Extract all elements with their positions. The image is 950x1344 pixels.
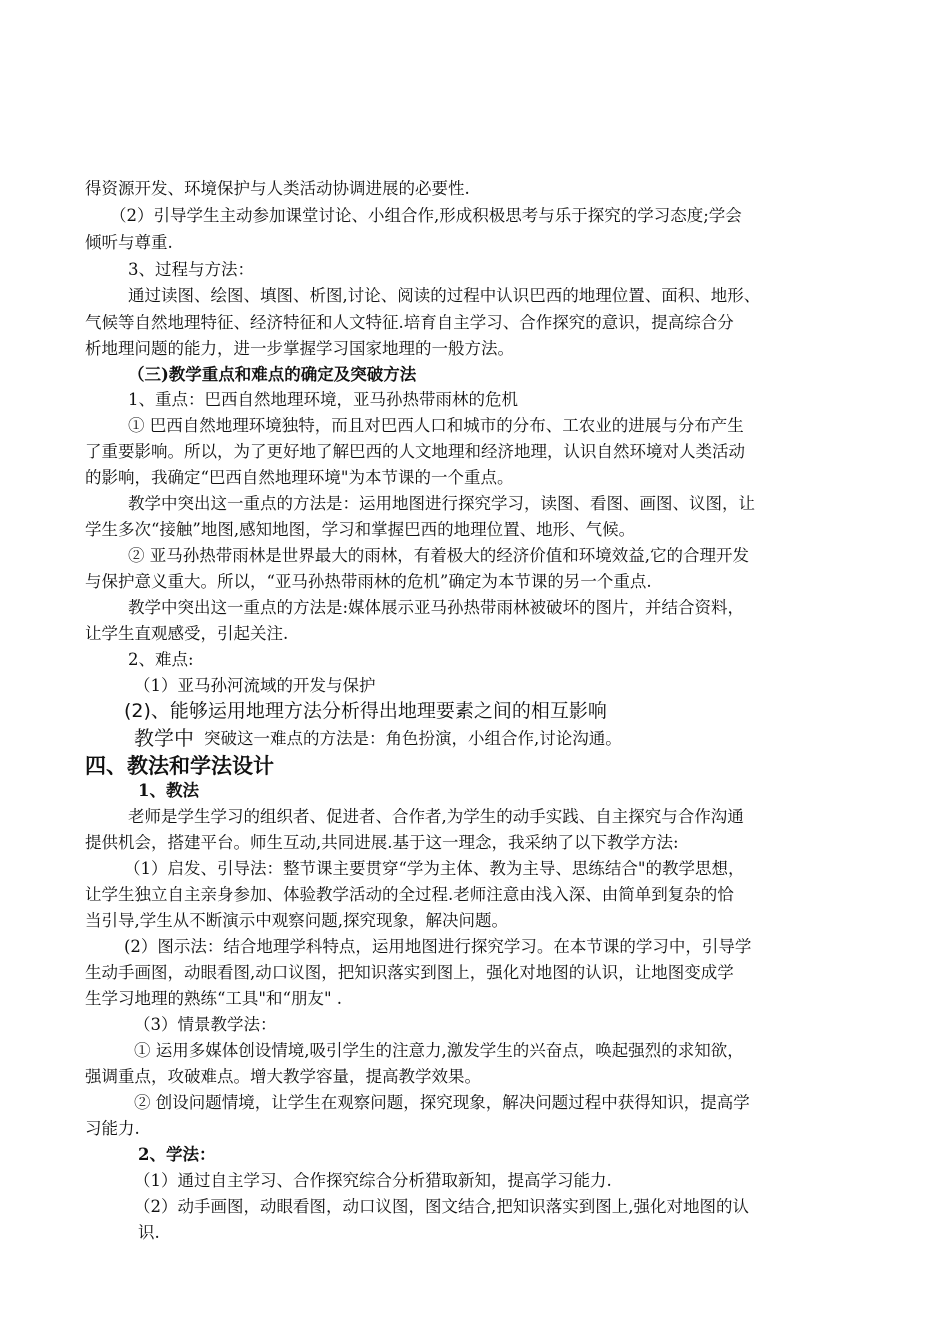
paragraph-line: 通过读图、绘图、填图、析图,讨论、阅读的过程中认识巴西的地理位置、面积、地形、 xyxy=(128,286,761,305)
paragraph-line: 老师是学生学习的组织者、促进者、合作者,为学生的动手实践、自主探究与合作沟通 xyxy=(128,807,744,826)
section-heading: （三)教学重点和难点的确定及突破方法 xyxy=(128,365,417,384)
paragraph-line: 得资源开发、环境保护与人类活动协调进展的必要性. xyxy=(85,179,470,198)
paragraph-line: 突破这一难点的方法是：角色扮演，小组合作,讨论沟通。 xyxy=(204,729,622,748)
paragraph-line: (2)、能够运用地理方法分析得出地理要素之间的相互影响 xyxy=(124,700,607,722)
section-heading: 四、教法和学法设计 xyxy=(85,754,274,778)
paragraph-line: 3、过程与方法： xyxy=(128,260,254,279)
paragraph-line: 倾听与尊重. xyxy=(85,233,173,252)
paragraph-line: （2）引导学生主动参加课堂讨论、小组合作,形成积极思考与乐于探究的学习态度;学会 xyxy=(110,206,742,225)
paragraph-line: ② 创设问题情境，让学生在观察问题，探究现象，解决问题过程中获得知识，提高学 xyxy=(134,1093,750,1112)
paragraph-line-lead: 教学中 xyxy=(134,726,194,750)
paragraph-line: （3）情景教学法： xyxy=(134,1015,277,1034)
paragraph-line: ② 亚马孙热带雨林是世界最大的雨林，有着极大的经济价值和环境效益,它的合理开发 xyxy=(128,546,749,565)
paragraph-line: 教学中突出这一重点的方法是：运用地图进行探究学习，读图、看图、画图、议图，让 xyxy=(128,494,755,513)
paragraph-line: 的影响，我确定“巴西自然地理环境"为本节课的一个重点。 xyxy=(85,468,514,487)
paragraph-line: ① 运用多媒体创设情境,吸引学生的注意力,激发学生的兴奋点，唤起强烈的求知欲， xyxy=(134,1041,744,1060)
subsection-heading: 1、教法 xyxy=(138,781,199,800)
paragraph-line: （1）亚马孙河流域的开发与保护 xyxy=(134,676,376,695)
paragraph-line: 了重要影响。所以，为了更好地了解巴西的人文地理和经济地理，认识自然环境对人类活动 xyxy=(85,442,745,461)
paragraph-line: （2）动手画图，动眼看图，动口议图，图文结合,把知识落实到图上,强化对地图的认 xyxy=(134,1197,749,1216)
paragraph-line: 强调重点，攻破难点。增大教学容量，提高教学效果。 xyxy=(85,1067,481,1086)
paragraph-line: 2、难点: xyxy=(128,650,194,669)
paragraph-line: 识. xyxy=(138,1223,160,1242)
paragraph-line: 1、重点：巴西自然地理环境，亚马孙热带雨林的危机 xyxy=(128,390,518,409)
paragraph-line: 教学中突出这一重点的方法是:媒体展示亚马孙热带雨林被破坏的图片，并结合资料， xyxy=(128,598,745,617)
paragraph-line: 让学生独立自主亲身参加、体验教学活动的全过程.老师注意由浅入深、由简单到复杂的恰 xyxy=(85,885,734,904)
paragraph-line: 让学生直观感受，引起关注. xyxy=(85,624,289,643)
paragraph-line: 学生多次“接触”地图,感知地图，学习和掌握巴西的地理位置、地形、气候。 xyxy=(85,520,636,539)
paragraph-line: 生动手画图，动眼看图,动口议图，把知识落实到图上，强化对地图的认识，让地图变成学 xyxy=(85,963,734,982)
paragraph-line: 生学习地理的熟练“工具"和“朋友" . xyxy=(85,989,343,1008)
paragraph-line: (2）图示法：结合地理学科特点，运用地图进行探究学习。在本节课的学习中，引导学 xyxy=(124,937,752,956)
paragraph-line: 与保护意义重大。所以，“亚马孙热带雨林的危机”确定为本节课的另一个重点. xyxy=(85,572,652,591)
paragraph-line: ① 巴西自然地理环境独特，而且对巴西人口和城市的分布、工农业的进展与分布产生 xyxy=(128,416,744,435)
paragraph-line: （1）通过自主学习、合作探究综合分析猎取新知，提高学习能力. xyxy=(134,1171,612,1190)
paragraph-line: （1）启发、引导法：整节课主要贯穿“学为主体、教为主导、思练结合"的教学思想， xyxy=(124,859,745,878)
paragraph-line: 析地理问题的能力，进一步掌握学习国家地理的一般方法。 xyxy=(85,339,514,358)
paragraph-line: 气候等自然地理特征、经济特征和人文特征.培育自主学习、合作探究的意识，提高综合分 xyxy=(85,313,734,332)
subsection-heading: 2、学法： xyxy=(138,1145,216,1164)
paragraph-line: 当引导,学生从不断演示中观察问题,探究现象，解决问题。 xyxy=(85,911,508,930)
paragraph-line: 提供机会，搭建平台。师生互动,共同进展.基于这一理念，我采纳了以下教学方法: xyxy=(85,833,679,852)
paragraph-line: 习能力. xyxy=(85,1119,140,1138)
